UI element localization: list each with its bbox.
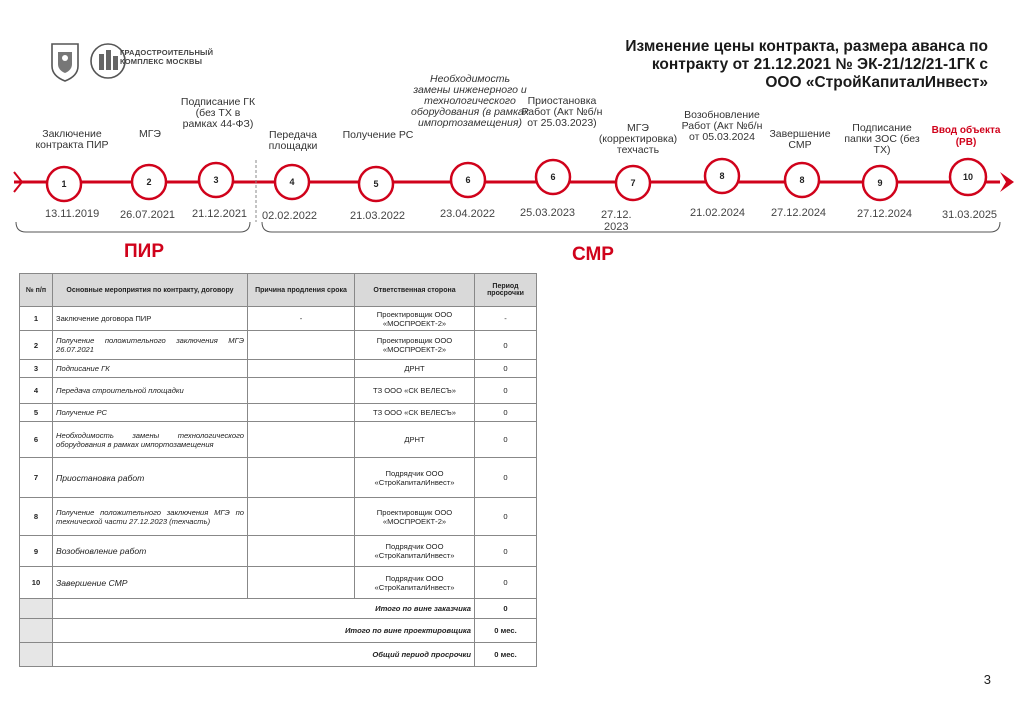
cell-reason: - bbox=[248, 307, 355, 331]
cell-party: Подрядчик ООО «СтроКапиталИнвест» bbox=[355, 536, 475, 567]
cell-period: 0 bbox=[475, 422, 537, 458]
cell-n: 9 bbox=[20, 536, 53, 567]
total-label: Общий период просрочки bbox=[53, 643, 475, 667]
table-row bbox=[20, 378, 537, 404]
timeline-event-date: 21.03.2022 bbox=[350, 210, 406, 222]
logo-text-line1: ГРАДОСТРОИТЕЛЬНЫЙ bbox=[120, 48, 214, 57]
timeline-event-date: 13.11.2019 bbox=[45, 208, 100, 220]
timeline-event-date: 31.03.2025 bbox=[942, 209, 998, 221]
timeline-event-date: 27.12. 2023 bbox=[601, 209, 632, 233]
title-line1: Изменение цены контракта, размера аванса по bbox=[625, 38, 988, 55]
total-label: Итого по вине проектировщика bbox=[53, 619, 475, 643]
total-label: Итого по вине заказчика bbox=[53, 599, 475, 619]
timeline-node-number: 9 bbox=[877, 178, 883, 188]
cell-party: Проектировщик ООО «МОСПРОЕКТ-2» bbox=[355, 307, 475, 331]
total-value: 0 мес. bbox=[475, 619, 537, 643]
table-total-row bbox=[20, 599, 537, 619]
cell-party: Проектировщик ООО «МОСПРОЕКТ-2» bbox=[355, 498, 475, 536]
table-row bbox=[20, 458, 537, 498]
cell-party: Проектировщик ООО «МОСПРОЕКТ-2» bbox=[355, 331, 475, 360]
timeline-node-number: 10 bbox=[962, 172, 974, 182]
cell-event: Завершение СМР bbox=[53, 567, 248, 599]
header-party: Ответственная сторона bbox=[355, 274, 475, 307]
timeline-node-number: 8 bbox=[799, 175, 805, 185]
cell-party: Подрядчик ООО «СтроКапиталИнвест» bbox=[355, 567, 475, 599]
timeline-arrow-icon bbox=[1000, 172, 1014, 192]
table-row bbox=[20, 422, 537, 458]
cell-empty bbox=[20, 643, 53, 667]
table-total-row bbox=[20, 619, 537, 643]
timeline-event-date: 21.12.2021 bbox=[192, 208, 248, 220]
timeline-node-number: 8 bbox=[719, 171, 725, 181]
timeline-event-label: Передача площадки bbox=[268, 129, 318, 152]
timeline-event-date: 27.12.2024 bbox=[771, 207, 827, 219]
table-row bbox=[20, 331, 537, 360]
cell-n: 6 bbox=[20, 422, 53, 458]
cell-reason bbox=[248, 422, 355, 458]
cell-party: ДРНТ bbox=[355, 360, 475, 378]
cell-reason bbox=[248, 404, 355, 422]
header-event: Основные мероприятия по контракту, договору bbox=[53, 274, 248, 307]
cell-period: 0 bbox=[475, 458, 537, 498]
cell-period: 0 bbox=[475, 378, 537, 404]
cell-n: 1 bbox=[20, 307, 53, 331]
cell-reason bbox=[248, 498, 355, 536]
timeline-node-number: 6 bbox=[550, 172, 556, 182]
table-row bbox=[20, 404, 537, 422]
delay-table bbox=[19, 273, 537, 667]
cell-period: 0 bbox=[475, 567, 537, 599]
table-total-row bbox=[20, 643, 537, 667]
timeline-event-label: Возобновление Работ (Акт №б/н от 05.03.2024 bbox=[681, 109, 763, 143]
timeline-event-date: 02.02.2022 bbox=[262, 210, 318, 222]
table-row bbox=[20, 307, 537, 331]
timeline-event-label: Подписание папки ЗОС (без ТХ) bbox=[844, 122, 920, 156]
table-row bbox=[20, 567, 537, 599]
cell-event: Передача строительной площадки bbox=[53, 378, 248, 404]
title-line2: контракту от 21.12.2021 № ЭК-21/12/21-1ГК с bbox=[651, 56, 988, 73]
timeline-event-label: Приостановка Работ (Акт №б/н от 25.03.2023) bbox=[521, 95, 603, 129]
pir-bracket bbox=[16, 222, 250, 232]
cell-reason bbox=[248, 378, 355, 404]
cell-empty bbox=[20, 599, 53, 619]
cell-period: 0 bbox=[475, 360, 537, 378]
header-reason: Причина продления срока bbox=[248, 274, 355, 307]
cell-period: 0 bbox=[475, 404, 537, 422]
cell-n: 10 bbox=[20, 567, 53, 599]
table-row bbox=[20, 536, 537, 567]
phase-pir-label: ПИР bbox=[124, 241, 164, 262]
cell-event: Приостановка работ bbox=[53, 458, 248, 498]
cell-party: ТЗ ООО «СК ВЕЛЕСЪ» bbox=[355, 404, 475, 422]
cell-party: ДРНТ bbox=[355, 422, 475, 458]
timeline-event-date: 23.04.2022 bbox=[440, 208, 496, 220]
phase-smr-label: СМР bbox=[572, 244, 614, 265]
cell-event: Возобновление работ bbox=[53, 536, 248, 567]
timeline-event-label: Завершение СМР bbox=[769, 128, 831, 151]
page-number: 3 bbox=[983, 672, 991, 687]
cell-event: Заключение договора ПИР bbox=[53, 307, 248, 331]
timeline-event-label: Подписание ГК (без ТХ в рамках 44-ФЗ) bbox=[180, 96, 256, 130]
timeline-node-number: 4 bbox=[289, 177, 295, 187]
cell-event: Получение положительного заключения МГЭ 26.07.2021 bbox=[53, 331, 248, 360]
cell-n: 4 bbox=[20, 378, 53, 404]
timeline-event-label: МГЭ (корректировка) техчасть bbox=[598, 122, 678, 156]
timeline-event-date: 25.03.2023 bbox=[520, 207, 576, 219]
total-value: 0 мес. bbox=[475, 643, 537, 667]
cell-empty bbox=[20, 619, 53, 643]
timeline-event-label: Необходимость замены инженерного и технологического оборудования (в рамках импортозамещения) bbox=[410, 73, 530, 129]
header-num: № п/п bbox=[20, 274, 53, 307]
final-milestone-label: Ввод объекта (РВ) bbox=[931, 125, 1001, 148]
cell-period: 0 bbox=[475, 536, 537, 567]
timeline-event-label: Получение РС bbox=[342, 129, 414, 141]
cell-reason bbox=[248, 536, 355, 567]
timeline-node-number: 1 bbox=[61, 179, 67, 189]
cell-n: 2 bbox=[20, 331, 53, 360]
cell-event: Подписание ГК bbox=[53, 360, 248, 378]
cell-event: Получение положительного заключения МГЭ по технической части 27.12.2023 (техчасть) bbox=[53, 498, 248, 536]
cell-n: 5 bbox=[20, 404, 53, 422]
cell-period: - bbox=[475, 307, 537, 331]
cell-party: Подрядчик ООО «СтроКапиталИнвест» bbox=[355, 458, 475, 498]
timeline-event-date: 27.12.2024 bbox=[857, 208, 913, 220]
cell-reason bbox=[248, 331, 355, 360]
cell-reason bbox=[248, 567, 355, 599]
timeline-event-label: МГЭ bbox=[139, 128, 161, 140]
total-value: 0 bbox=[475, 599, 537, 619]
title-line3: ООО «СтройКапиталИнвест» bbox=[765, 74, 988, 91]
logo-text-line2: КОМПЛЕКС МОСКВЫ bbox=[120, 57, 203, 66]
cell-party: ТЗ ООО «СК ВЕЛЕСЪ» bbox=[355, 378, 475, 404]
cell-reason bbox=[248, 360, 355, 378]
header-period: Период просрочки bbox=[475, 274, 537, 307]
timeline-node-number: 6 bbox=[465, 175, 471, 185]
timeline-node-number: 7 bbox=[630, 178, 636, 188]
cell-period: 0 bbox=[475, 498, 537, 536]
cell-n: 8 bbox=[20, 498, 53, 536]
table-header-row bbox=[20, 274, 537, 307]
table-row bbox=[20, 360, 537, 378]
table-row bbox=[20, 498, 537, 536]
cell-event: Получение РС bbox=[53, 404, 248, 422]
timeline-node-number: 3 bbox=[213, 175, 219, 185]
timeline-event-date: 21.02.2024 bbox=[690, 207, 746, 219]
timeline-event-date: 26.07.2021 bbox=[120, 209, 176, 221]
cell-reason bbox=[248, 458, 355, 498]
timeline-node-number: 2 bbox=[146, 177, 152, 187]
timeline-node-number: 5 bbox=[373, 179, 379, 189]
timeline-event-label: Заключение контракта ПИР bbox=[35, 128, 109, 151]
cell-period: 0 bbox=[475, 331, 537, 360]
cell-event: Необходимость замены технологического оборудования в рамках импортозамещения bbox=[53, 422, 248, 458]
cell-n: 3 bbox=[20, 360, 53, 378]
cell-n: 7 bbox=[20, 458, 53, 498]
